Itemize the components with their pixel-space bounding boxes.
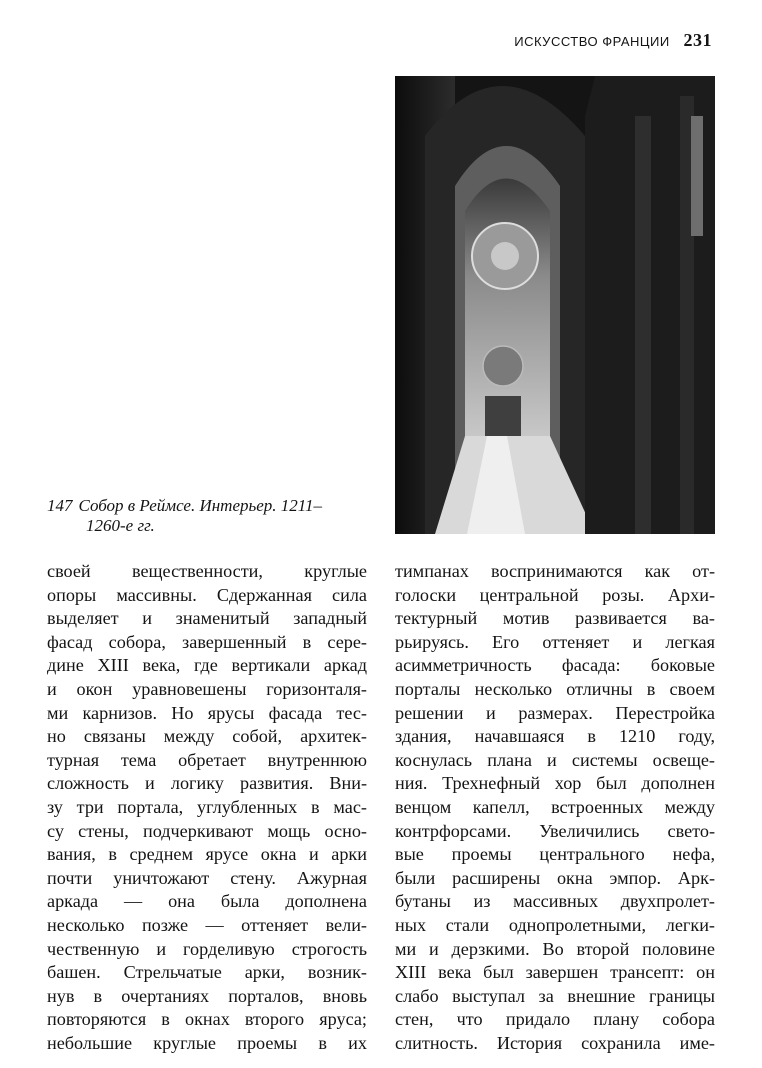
text-line: здания, начавшаяся в 1210 году, bbox=[395, 726, 715, 747]
running-head bbox=[0, 30, 712, 51]
text-line: тектурный мотив развивается ва- bbox=[395, 608, 715, 629]
text-line: турная тема обретает внутреннюю bbox=[47, 749, 367, 770]
text-line: тимпанах воспринимаются как от- bbox=[395, 561, 715, 581]
text-line: коснулась плана и системы освеще- bbox=[395, 749, 715, 770]
text-line: дине XIII века, где вертикали аркад bbox=[47, 655, 367, 676]
text-line: ных стали однопролетными, легки- bbox=[395, 914, 715, 935]
text-line: ми и дерзкими. Во второй половине bbox=[395, 938, 715, 959]
text-line: ми карнизов. Но ярусы фасада тес- bbox=[47, 702, 367, 723]
text-line: нув в очертаниях порталов, вновь bbox=[47, 985, 367, 1006]
text-line: су стены, подчеркивают мощь осно- bbox=[47, 820, 367, 841]
text-line: фасад собора, завершенный в сере- bbox=[47, 631, 367, 652]
text-line: башен. Стрельчатые арки, возник- bbox=[47, 962, 367, 983]
caption-line-1 bbox=[47, 496, 377, 516]
text-line: стен, что придало плану собора bbox=[395, 1009, 715, 1030]
text-line: порталы несколько отличны в своем bbox=[395, 678, 715, 699]
text-line: ния. Трехнефный хор был дополнен bbox=[395, 773, 715, 794]
figure-number: 147 bbox=[47, 496, 73, 515]
text-line: голоски центральной розы. Архи- bbox=[395, 584, 715, 605]
text-line: своей вещественности, круглые bbox=[47, 561, 367, 581]
text-line: но связаны между собой, архитек- bbox=[47, 726, 367, 747]
text-line: асимметричность фасада: боковые bbox=[395, 655, 715, 676]
caption-text-1: Собор в Реймсе. Интерьер. 1211– bbox=[78, 496, 323, 515]
text-line: вания, в среднем ярусе окна и арки bbox=[47, 844, 367, 865]
text-line: бутаны из массивных двухпролет- bbox=[395, 891, 715, 912]
text-line: XIII века был завершен трансепт: он bbox=[395, 962, 715, 983]
text-line: слабо выступал за внешние границы bbox=[395, 985, 715, 1006]
text-line: опоры массивны. Сдержанная сила bbox=[47, 584, 367, 605]
text-line: контрфорсами. Увеличились свето- bbox=[395, 820, 715, 841]
text-line: выделяет и знаменитый западный bbox=[47, 608, 367, 629]
text-line: и окон уравновешены горизонталя- bbox=[47, 678, 367, 699]
text-line: аркада — она была дополнена bbox=[47, 891, 367, 912]
text-line: несколько позже — оттеняет вели- bbox=[47, 914, 367, 935]
text-line: зу три портала, углубленных в мас- bbox=[47, 796, 367, 817]
text-line: чественную и горделивую строгость bbox=[47, 938, 367, 959]
left-text-column bbox=[47, 560, 367, 1055]
figure-caption bbox=[47, 496, 377, 536]
text-line: рьируясь. Его оттеняет и легкая bbox=[395, 631, 715, 652]
text-line: сложность и логику развития. Вни- bbox=[47, 773, 367, 794]
cathedral-interior-photo bbox=[395, 76, 715, 534]
right-text-column bbox=[395, 560, 715, 1055]
text-line: повторяются в окнах второго яруса; bbox=[47, 1009, 367, 1030]
text-line: вые проемы центрального нефа, bbox=[395, 844, 715, 865]
text-line: небольшие круглые проемы в их bbox=[47, 1032, 367, 1053]
section-title: ИСКУССТВО ФРАНЦИИ bbox=[514, 34, 670, 49]
text-line: венцом капелл, встроенных между bbox=[395, 796, 715, 817]
text-line: решении и размерах. Перестройка bbox=[395, 702, 715, 723]
text-line: слитность. История сохранила име- bbox=[395, 1032, 715, 1053]
caption-line-2: 1260-е гг. bbox=[86, 516, 155, 535]
text-line: были расширены окна эмпор. Арк- bbox=[395, 867, 715, 888]
page-number: 231 bbox=[683, 30, 712, 50]
text-line: почти уничтожают стену. Ажурная bbox=[47, 867, 367, 888]
